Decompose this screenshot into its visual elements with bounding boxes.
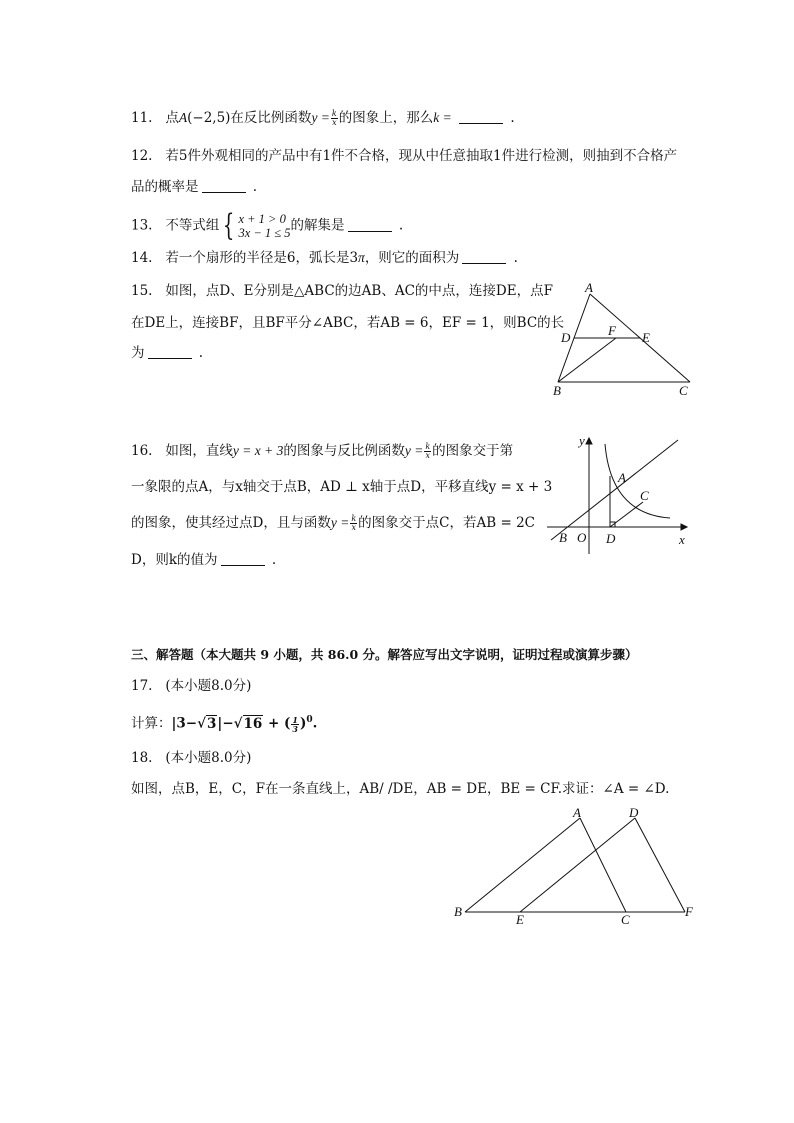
q13-number: 13. <box>131 217 153 234</box>
q16-fraction <box>424 443 431 460</box>
period: . <box>398 217 404 234</box>
answer-blank[interactable] <box>221 551 265 566</box>
q16-line3b: 的图象交于点C，若AB = 2C <box>358 515 535 531</box>
q16-text2: 的图象与反比例函数 <box>283 443 405 459</box>
question-15-cont <box>131 313 564 333</box>
answer-blank[interactable] <box>202 178 246 193</box>
period: . <box>198 345 204 361</box>
frac-num: k <box>425 442 431 451</box>
segment-DF <box>635 818 685 912</box>
q11-text: 点 <box>165 110 179 126</box>
question-17 <box>131 676 251 696</box>
x-axis-arrow <box>681 524 687 530</box>
label-E: E <box>642 330 650 345</box>
segment-DE <box>520 818 635 912</box>
label-D: D <box>629 805 639 820</box>
period: . <box>312 715 318 732</box>
ineq-1: x + 1 > 0 <box>238 212 286 226</box>
frac-den: x <box>425 451 430 460</box>
question-16-cont2 <box>131 513 535 533</box>
q17-label: 计算： <box>131 715 172 732</box>
question-16 <box>131 441 513 461</box>
q15-number: 15. <box>131 283 153 299</box>
frac-num: k <box>351 514 357 523</box>
question-16-cont <box>131 477 552 497</box>
label-E: E <box>516 912 524 927</box>
exponent: 0 <box>306 715 313 725</box>
expr-part: ) <box>300 715 307 732</box>
q11-var3: k = <box>433 110 452 125</box>
label-A: A <box>573 805 581 820</box>
sqrt-16: 16 <box>243 715 263 732</box>
expr-part: |− <box>217 715 234 732</box>
label-D: D <box>606 531 616 546</box>
frac-den: 3 <box>292 723 298 734</box>
label-O: O <box>577 530 587 545</box>
q12-line1: 若5件外观相同的产品中有1件不合格，现从中任意抽取1件进行检测，则抽到不合格产 <box>165 148 678 164</box>
pi-symbol: π <box>358 250 365 265</box>
label-y: y <box>579 433 585 448</box>
answer-blank[interactable] <box>348 217 392 232</box>
q13-text2: 的解集是 <box>290 217 345 234</box>
question-16-cont3 <box>131 550 276 570</box>
period: . <box>252 179 258 195</box>
q14-text2: ，则它的面积为 <box>364 250 460 266</box>
q15-line3: 为 <box>131 345 145 361</box>
label-x: x <box>679 532 685 547</box>
q16-text3: 的图象交于第 <box>432 443 514 459</box>
q18-number: 18. <box>131 750 153 766</box>
question-11 <box>131 108 515 128</box>
answer-blank[interactable] <box>148 344 192 359</box>
q17-number: 17. <box>131 678 153 694</box>
q12-line2: 品的概率是 <box>131 179 199 195</box>
q16-eq: y = x + 3 <box>232 443 284 458</box>
q11-number: 11. <box>131 110 153 126</box>
q17-fraction <box>291 716 299 733</box>
question-15 <box>131 281 553 301</box>
question-13 <box>131 208 404 243</box>
q11-var: A <box>178 110 188 125</box>
sqrt-3: 3 <box>207 715 217 732</box>
question-12-cont <box>131 177 257 197</box>
q16-line2: 一象限的点A，与x轴交于点B，AD ⊥ x轴于点D，平移直线y = x + 3 <box>131 479 553 495</box>
q16-fraction-2 <box>350 515 357 532</box>
segment-AB <box>465 818 580 912</box>
period: . <box>271 552 277 568</box>
question-15-cont2 <box>131 343 203 363</box>
q16-line3a: 的图象，使其经过点D，且与函数 <box>131 515 331 531</box>
frac-den: x <box>351 523 356 532</box>
frac-den: x <box>332 118 337 127</box>
frac-num: k <box>331 109 337 118</box>
label-A: A <box>618 470 626 485</box>
question-18 <box>131 748 251 768</box>
label-C: C <box>621 912 630 927</box>
q16-var: y = <box>404 443 424 458</box>
label-D: D <box>561 330 571 345</box>
y-axis-arrow <box>586 438 592 444</box>
q16-var3: y = <box>330 515 350 530</box>
q11-fraction <box>331 110 338 127</box>
q16-number: 16. <box>131 443 153 459</box>
label-F: F <box>685 904 693 919</box>
q18-score: (本小题8.0分) <box>165 750 252 766</box>
q11-text3: 的图象上，那么 <box>338 110 434 126</box>
answer-blank[interactable] <box>462 249 506 264</box>
question-14 <box>131 248 518 268</box>
q16-line4: D，则k的值为 <box>131 552 218 568</box>
q17-score: (本小题8.0分) <box>165 678 252 694</box>
question-17-expression: 计算：|3−√3|−√16 + ( $\frac{1}{3}$ )$^0$. <box>131 714 318 734</box>
q11-text2: (−2,5)在反比例函数 <box>187 110 312 126</box>
answer-blank[interactable] <box>459 109 503 124</box>
label-F: F <box>608 323 616 338</box>
q12-number: 12. <box>131 148 153 164</box>
label-B: B <box>454 904 462 919</box>
question-18-text: 如图，点B，E，C，F在一条直线上，AB/ /DE，AB = DE，BE = CF.求证：∠A = ∠D. <box>131 781 670 797</box>
label-C: C <box>679 383 688 398</box>
label-A: A <box>585 280 593 295</box>
q13-text: 不等式组 <box>165 217 220 234</box>
segment-AC <box>580 818 626 912</box>
label-C: C <box>640 488 649 503</box>
question-12 <box>131 146 677 166</box>
q15-line1: 如图，点D、E分别是△ABC的边AB、AC的中点，连接DE，点F <box>165 283 553 299</box>
period: . <box>513 250 518 266</box>
section-heading: 三、解答题（本大题共 9 小题，共 86.0 分。解答应写出文字说明，证明过程或演算步骤） <box>131 647 638 662</box>
triangles-figure-18 <box>450 802 700 932</box>
ineq-2: 3x − 1 ≤ 5 <box>238 226 291 240</box>
frac-num: 1 <box>292 714 298 725</box>
label-B: B <box>553 383 561 398</box>
inequality-system: { x + 1 > 0 3x − 1 ≤ 5 <box>223 208 291 243</box>
q16-text: 如图，直线 <box>165 443 233 459</box>
expr-part: |3− <box>171 715 198 732</box>
q15-line2: 在DE上，连接BF，且BF平分∠ABC，若AB = 6，EF = 1，则BC的长 <box>131 315 565 331</box>
label-B: B <box>559 530 567 545</box>
period: . <box>510 110 515 126</box>
q14-number: 14. <box>131 250 153 266</box>
q14-text: 若一个扇形的半径是6，弧长是3 <box>165 250 359 266</box>
expr-part: + ( <box>263 715 291 732</box>
q11-var2: y = <box>311 110 330 125</box>
hyperbola-curve <box>605 444 670 518</box>
coordinate-figure-16 <box>545 432 695 562</box>
triangle-figure-15 <box>548 280 698 400</box>
